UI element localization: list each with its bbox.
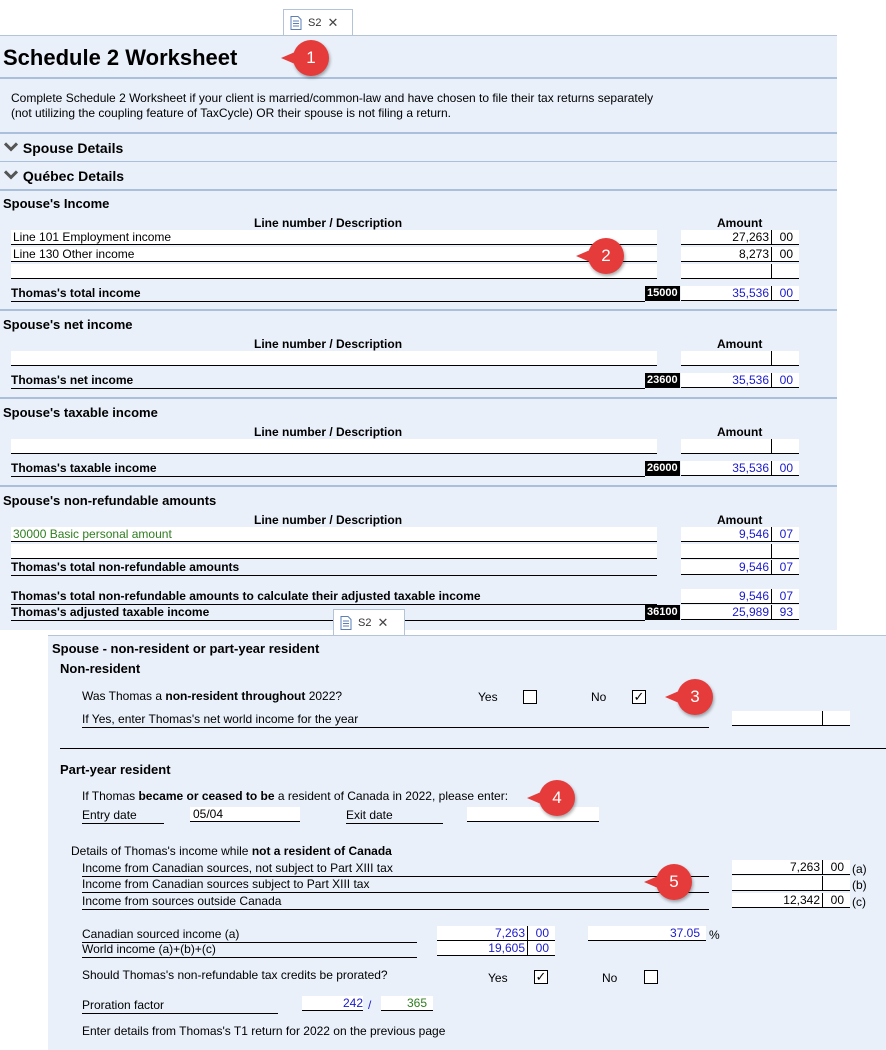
close-icon[interactable]: ✕ xyxy=(377,614,389,630)
tab-label: S2 xyxy=(308,16,322,29)
column-header: Amount xyxy=(717,513,763,527)
nonref-row-amount[interactable] xyxy=(681,544,799,559)
net-row-desc[interactable] xyxy=(11,351,657,366)
total-income-label: Thomas's total income xyxy=(11,286,645,302)
income-row-amount[interactable] xyxy=(732,876,850,891)
callout-badge: 1 xyxy=(293,40,329,76)
income-row-amount[interactable]: 7,263 00 xyxy=(732,860,850,875)
column-header: Line number / Description xyxy=(254,425,403,439)
income-row-amount[interactable]: 12,342 00 xyxy=(732,893,850,908)
adjusted-taxable-income-label: Thomas's adjusted taxable income xyxy=(11,605,333,621)
ref-letter: (b) xyxy=(852,878,867,892)
column-header: Amount xyxy=(717,216,763,230)
callout-badge: 2 xyxy=(588,238,624,274)
tab-s2-bottom[interactable] xyxy=(333,609,405,635)
prorate-yes-checkbox[interactable] xyxy=(534,970,548,984)
yes-label: Yes xyxy=(478,690,498,704)
subsection-title: Part-year resident xyxy=(60,762,171,777)
close-icon[interactable]: ✕ xyxy=(327,14,339,30)
income-row-label: Income from Canadian sources subject to Part XIII tax xyxy=(82,877,709,893)
spouse-details-toggle[interactable]: Spouse Details xyxy=(3,140,123,156)
net-income-label: Thomas's net income xyxy=(11,373,645,389)
column-header: Line number / Description xyxy=(254,216,403,230)
canadian-income-label: Canadian sourced income (a) xyxy=(82,927,417,943)
intro-text: Complete Schedule 2 Worksheet if your client is married/common-law and have chosen to file their tax returns separately (not utilizing the coupling feature of TaxCycle) OR their spouse is not filing a return. xyxy=(11,91,654,120)
document-icon xyxy=(290,16,302,30)
line-code: 36100 xyxy=(647,606,678,618)
prorate-question: Should Thomas's non-refundable tax credits be prorated? xyxy=(82,968,388,982)
proration-total-days: 365 xyxy=(381,996,433,1011)
section-title: Spouse's taxable income xyxy=(3,405,158,420)
checkmark-icon: ✓ xyxy=(535,969,547,984)
proration-days: 242 xyxy=(302,996,363,1011)
exit-date-input[interactable] xyxy=(467,807,599,822)
tab-label: S2 xyxy=(358,616,372,629)
income-row-amount[interactable] xyxy=(681,264,799,279)
chevron-down-icon xyxy=(3,169,19,181)
world-income-total-label: World income (a)+(b)+(c) xyxy=(82,942,417,958)
percent-sign: % xyxy=(709,928,720,942)
details-heading: Details of Thomas's income while not a resident of Canada xyxy=(71,844,392,858)
partyear-instruction: If Thomas became or ceased to be a resident of Canada in 2022, please enter: xyxy=(82,789,509,803)
entry-date-label: Entry date xyxy=(82,808,164,824)
callout-badge: 3 xyxy=(677,679,713,715)
chevron-down-icon xyxy=(3,141,19,153)
tab-s2-top[interactable] xyxy=(283,9,353,35)
yes-label: Yes xyxy=(488,971,508,985)
line-code: 15000 xyxy=(647,287,678,299)
income-row-desc[interactable]: Line 101 Employment income xyxy=(11,230,657,245)
adjusted-taxable-income-amount: 25,989 93 xyxy=(681,605,799,620)
quebec-details-toggle[interactable]: Québec Details xyxy=(3,168,124,184)
percentage-amount: 37.05 xyxy=(588,926,706,941)
proration-factor-label: Proration factor xyxy=(82,998,278,1014)
net-income-amount: 35,536 00 xyxy=(681,373,799,388)
total-nonref-amount: 9,546 07 xyxy=(681,560,799,575)
callout-badge: 4 xyxy=(539,780,575,816)
no-label: No xyxy=(602,971,618,985)
entry-date-input[interactable]: 05/04 xyxy=(190,807,300,822)
line-code: 26000 xyxy=(647,462,678,474)
nonref-row-desc[interactable] xyxy=(11,544,657,559)
footer-note: Enter details from Thomas's T1 return for 2022 on the previous page xyxy=(82,1024,446,1038)
adjusted-nonref-amount: 9,546 07 xyxy=(681,589,799,604)
total-nonref-label: Thomas's total non-refundable amounts xyxy=(11,560,657,576)
income-row-amount[interactable]: 8,273 00 xyxy=(681,247,799,262)
document-icon xyxy=(340,616,352,630)
page-title: Schedule 2 Worksheet xyxy=(3,45,238,70)
column-header: Amount xyxy=(717,337,763,351)
income-row-label: Income from sources outside Canada xyxy=(82,894,709,910)
world-income-total-amount: 19,605 00 xyxy=(437,941,555,956)
income-row-amount[interactable]: 27,263 00 xyxy=(681,230,799,245)
subsection-title: Non-resident xyxy=(60,661,141,676)
ref-letter: (c) xyxy=(852,895,866,909)
income-row-desc[interactable] xyxy=(11,264,657,279)
checkmark-icon: ✓ xyxy=(633,689,645,704)
column-header: Amount xyxy=(717,425,763,439)
section-title: Spouse's non-refundable amounts xyxy=(3,493,217,508)
net-row-amount[interactable] xyxy=(681,351,799,366)
canadian-income-amount: 7,263 00 xyxy=(437,926,555,941)
nonresident-question: Was Thomas a non-resident throughout 2022? xyxy=(82,689,343,703)
section-title: Spouse's net income xyxy=(3,317,133,332)
world-income-input[interactable] xyxy=(732,711,850,726)
income-row-desc[interactable]: Line 130 Other income xyxy=(11,247,657,262)
ref-letter: (a) xyxy=(852,862,867,876)
taxable-income-amount: 35,536 00 xyxy=(681,461,799,476)
nonresident-no-checkbox[interactable] xyxy=(632,690,646,704)
callout-badge: 5 xyxy=(656,864,692,900)
exit-date-label: Exit date xyxy=(346,808,443,824)
no-label: No xyxy=(591,690,607,704)
column-header: Line number / Description xyxy=(254,513,403,527)
prorate-no-checkbox[interactable] xyxy=(644,970,658,984)
section-title: Spouse's Income xyxy=(3,196,110,211)
basic-personal-amount-value[interactable]: 9,546 07 xyxy=(681,527,799,542)
column-header: Line number / Description xyxy=(254,337,403,351)
taxable-row-amount[interactable] xyxy=(681,439,799,454)
nonresident-yes-checkbox[interactable] xyxy=(523,690,537,704)
adjusted-nonref-label: Thomas's total non-refundable amounts to calculate their adjusted taxable income xyxy=(11,589,657,605)
proration-slash: / xyxy=(368,998,372,1012)
total-income-amount: 35,536 00 xyxy=(681,286,799,301)
line-code: 23600 xyxy=(647,374,678,386)
world-income-label: If Yes, enter Thomas's net world income for the year xyxy=(82,712,709,728)
taxable-row-desc[interactable] xyxy=(11,439,657,454)
section-title: Spouse - non-resident or part-year resident xyxy=(52,641,320,656)
taxable-income-label: Thomas's taxable income xyxy=(11,461,645,477)
income-row-label: Income from Canadian sources, not subject to Part XIII tax xyxy=(82,861,709,877)
basic-personal-amount-row[interactable]: 30000 Basic personal amount xyxy=(11,527,657,542)
